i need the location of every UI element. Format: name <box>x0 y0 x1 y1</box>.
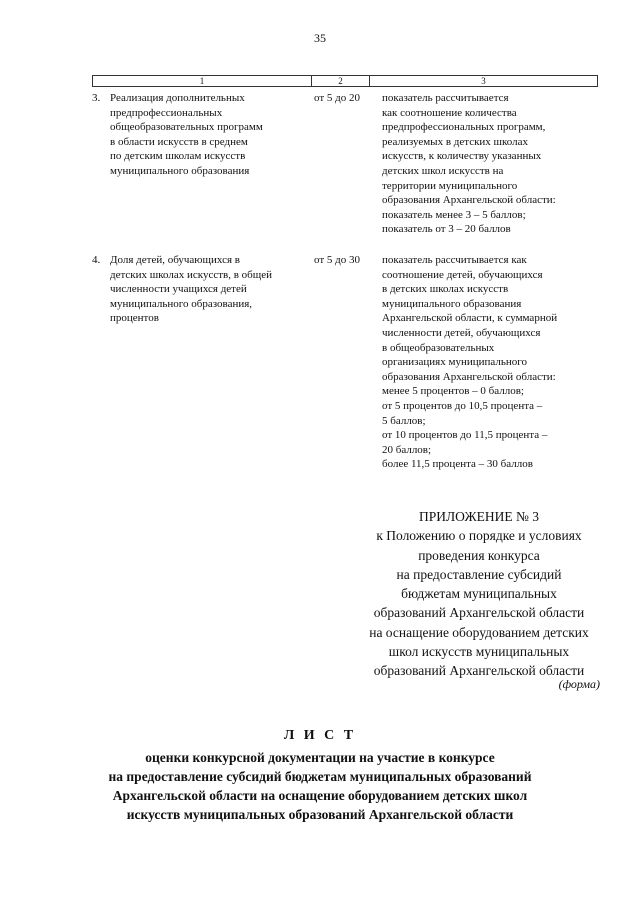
text-line: на предоставление субсидий бюджетам муниципальных образований <box>108 769 532 784</box>
text-line: бюджетам муниципальных <box>401 586 557 602</box>
text-line: по детским школам искусств <box>110 150 246 163</box>
text-line: ПРИЛОЖЕНИЕ № 3 <box>418 509 540 524</box>
text-line: численности детей, обучающихся <box>382 326 541 339</box>
text-line: образований Архангельской области <box>373 605 585 621</box>
list-title: Л И С Т <box>283 728 357 743</box>
text-line: менее 5 процентов – 0 баллов; <box>382 385 524 398</box>
text-line: показатель рассчитывается как <box>382 254 527 266</box>
text-line: Архангельской области на оснащение оборудованием детских школ <box>112 788 528 803</box>
text-line: на предоставление субсидий <box>396 566 562 582</box>
text-line: общеобразовательных программ <box>110 121 263 134</box>
text-line: более 11,5 процента – 30 баллов <box>382 458 533 471</box>
row-number: 3. <box>92 92 101 104</box>
text-line: Доля детей, обучающихся в <box>110 254 240 266</box>
criterion-description <box>382 91 597 237</box>
text-line: от 5 процентов до 10,5 процента – <box>382 399 543 412</box>
text-line: образования Архангельской области: <box>382 194 556 207</box>
score-range: от 5 до 30 <box>314 254 361 266</box>
criterion-name <box>110 91 305 179</box>
text-line: Архангельской области, к суммарной <box>382 312 558 325</box>
row-number: 4. <box>92 254 101 266</box>
list-subtitle <box>0 748 640 824</box>
text-line: реализуемых в детских школах <box>382 135 529 148</box>
text-line: процентов <box>110 312 159 325</box>
text-line: организациях муниципального <box>382 356 527 369</box>
text-line: школ искусств муниципальных <box>388 644 570 660</box>
text-line: оценки конкурсной документации на участие в конкурсе <box>145 750 495 765</box>
text-line: искусств муниципальных образований Архангельской области <box>126 807 514 822</box>
text-line: образований Архангельской области <box>373 663 585 679</box>
text-line: предпрофессиональных <box>110 106 223 119</box>
text-line: численности учащихся детей <box>110 283 247 296</box>
score-range: от 5 до 20 <box>314 92 361 104</box>
text-line: как соотношение количества <box>382 106 517 119</box>
page-number: 35 <box>314 31 326 45</box>
text-line: соотношение детей, обучающихся <box>382 268 543 281</box>
table-header <box>92 75 598 87</box>
text-line: показатель рассчитывается <box>382 92 509 104</box>
text-line: детских школах искусств, в общей <box>110 268 273 281</box>
text-line: искусств, к количеству указанных <box>382 150 542 163</box>
text-line: проведения конкурса <box>418 547 540 563</box>
text-line: 20 баллов; <box>382 443 432 456</box>
text-line: муниципального образования, <box>110 297 253 310</box>
text-line: в детских школах искусств <box>382 283 509 296</box>
criterion-name <box>110 253 305 326</box>
text-line: на оснащение оборудованием детских <box>369 624 589 640</box>
text-line: к Положению о порядке и условиях <box>376 528 582 544</box>
table-header-col-2: 2 <box>312 76 370 86</box>
text-line: муниципального образования <box>110 164 250 177</box>
text-line: в общеобразовательных <box>382 341 495 354</box>
table-header-col-3: 3 <box>481 76 486 86</box>
text-line: показатель менее 3 – 5 баллов; <box>382 208 526 221</box>
text-line: предпрофессиональных программ, <box>382 121 546 134</box>
form-label: (форма) <box>558 677 600 691</box>
table-header-col-1: 1 <box>93 76 312 86</box>
text-line: 5 баллов; <box>382 414 426 427</box>
text-line: в области искусств в среднем <box>110 135 248 148</box>
appendix-heading <box>330 507 628 681</box>
text-line: Реализация дополнительных <box>110 92 245 104</box>
text-line: показатель от 3 – 20 баллов <box>382 223 511 236</box>
text-line: образования Архангельской области: <box>382 370 556 383</box>
text-line: муниципального образования <box>382 297 522 310</box>
text-line: детских школ искусств на <box>382 164 504 177</box>
text-line: территории муниципального <box>382 179 518 192</box>
text-line: от 10 процентов до 11,5 процента – <box>382 429 548 442</box>
criterion-description <box>382 253 597 472</box>
